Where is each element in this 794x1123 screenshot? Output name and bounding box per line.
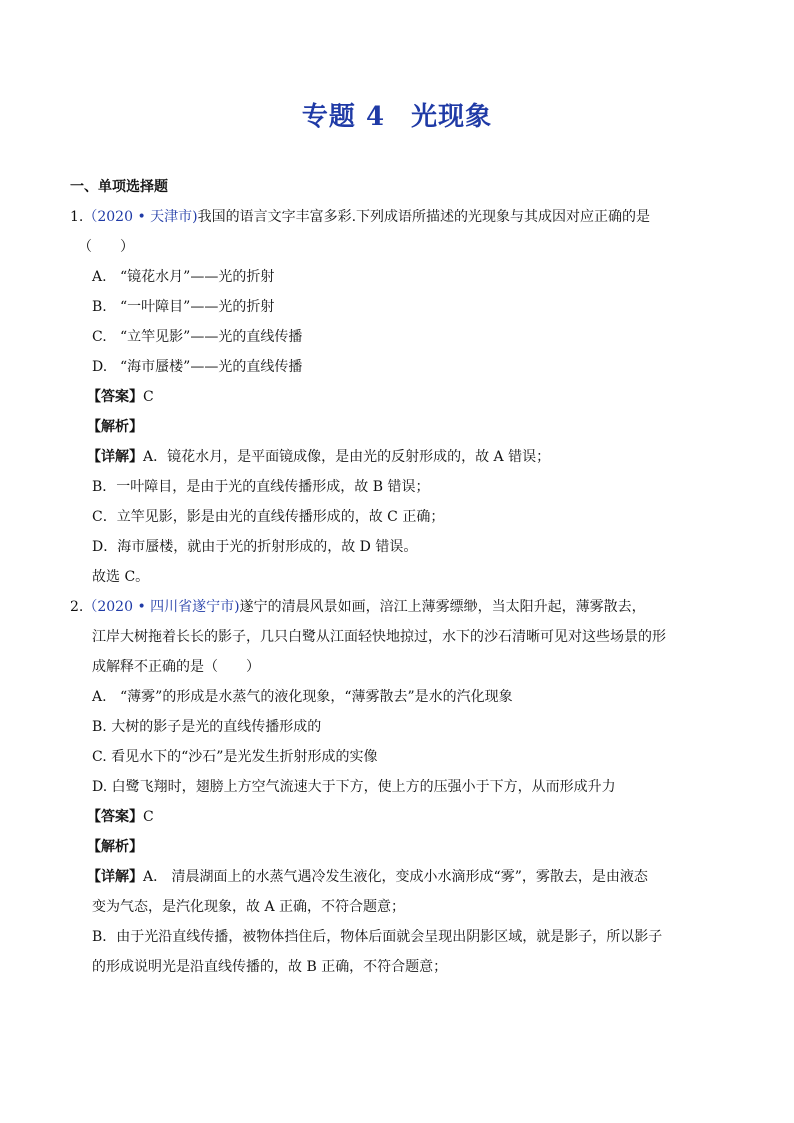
option-d: D. 白鹭飞翔时，翅膀上方空气流速大于下方，使上方的压强小于下方，从而形成升力 xyxy=(92,779,616,795)
detail-line: B．一叶障目，是由于光的直线传播形成，故 B 错误； xyxy=(92,479,430,495)
title-topic: 光现象 xyxy=(411,102,493,132)
question-text: 成解释不正确的是（ ） xyxy=(92,659,260,675)
question-number: 1. xyxy=(70,209,84,225)
analysis-heading: 【解析】 xyxy=(87,419,143,435)
analysis-heading: 【解析】 xyxy=(87,839,143,855)
question-text: 遂宁的清晨风景如画，涪江上薄雾缥缈，当太阳升起，薄雾散去， xyxy=(239,599,646,615)
question-1-bracket: （ ） xyxy=(78,239,134,255)
conclusion-line: 故选 C。 xyxy=(92,569,150,585)
detail-line: D．海市蜃楼，就由于光的折射形成的，故 D 错误。 xyxy=(92,539,418,555)
detail-line: 变为气态，是汽化现象，故 A 正确，不符合题意； xyxy=(92,899,406,915)
option-d: D. “海市蜃楼”——光的直线传播 xyxy=(92,359,303,375)
question-1-stem xyxy=(70,202,724,232)
detail-line: 【详解】A． 清晨湖面上的水蒸气遇冷发生液化，变成小水滴形成“雾”，雾散去，是由液态 xyxy=(87,869,648,885)
page-title xyxy=(0,96,794,133)
answer-line: 【答案】C xyxy=(87,389,154,405)
title-main: 专题 4 xyxy=(301,102,386,132)
option-b: B. 大树的影子是光的直线传播形成的 xyxy=(92,719,322,735)
document-content xyxy=(70,172,724,982)
answer-line: 【答案】C xyxy=(87,809,154,825)
detail-line: C．立竿见影，影是由光的直线传播形成的，故 C 正确； xyxy=(92,509,445,525)
option-c: C. 看见水下的“沙石”是光发生折射形成的实像 xyxy=(92,749,378,765)
question-source: （2020 • 四川省遂宁市) xyxy=(83,599,240,615)
option-a: A. “薄雾”的形成是水蒸气的液化现象，“薄雾散去”是水的汽化现象 xyxy=(92,689,513,705)
detail-line: 的形成说明光是沿直线传播的，故 B 正确，不符合题意； xyxy=(92,959,448,975)
option-a: A. “镜花水月”——光的折射 xyxy=(92,269,275,285)
question-text: 我国的语言文字丰富多彩.下列成语所描述的光现象与其成因对应正确的是 xyxy=(197,209,651,225)
detail-line: 【详解】A．镜花水月，是平面镜成像，是由光的反射形成的，故 A 错误； xyxy=(87,449,551,465)
question-source: （2020 • 天津市) xyxy=(83,209,198,225)
option-b: B. “一叶障目”——光的折射 xyxy=(92,299,275,315)
option-c: C. “立竿见影”——光的直线传播 xyxy=(92,329,303,345)
question-number: 2. xyxy=(70,599,84,615)
question-text: 江岸大树拖着长长的影子，几只白鹭从江面轻快地掠过，水下的沙石清晰可见对这些场景的形 xyxy=(92,629,666,645)
section-heading: 一、单项选择题 xyxy=(70,179,168,195)
question-2-stem xyxy=(70,592,724,622)
detail-line: B．由于光沿直线传播，被物体挡住后，物体后面就会呈现出阴影区域，就是影子，所以影子 xyxy=(92,929,663,945)
